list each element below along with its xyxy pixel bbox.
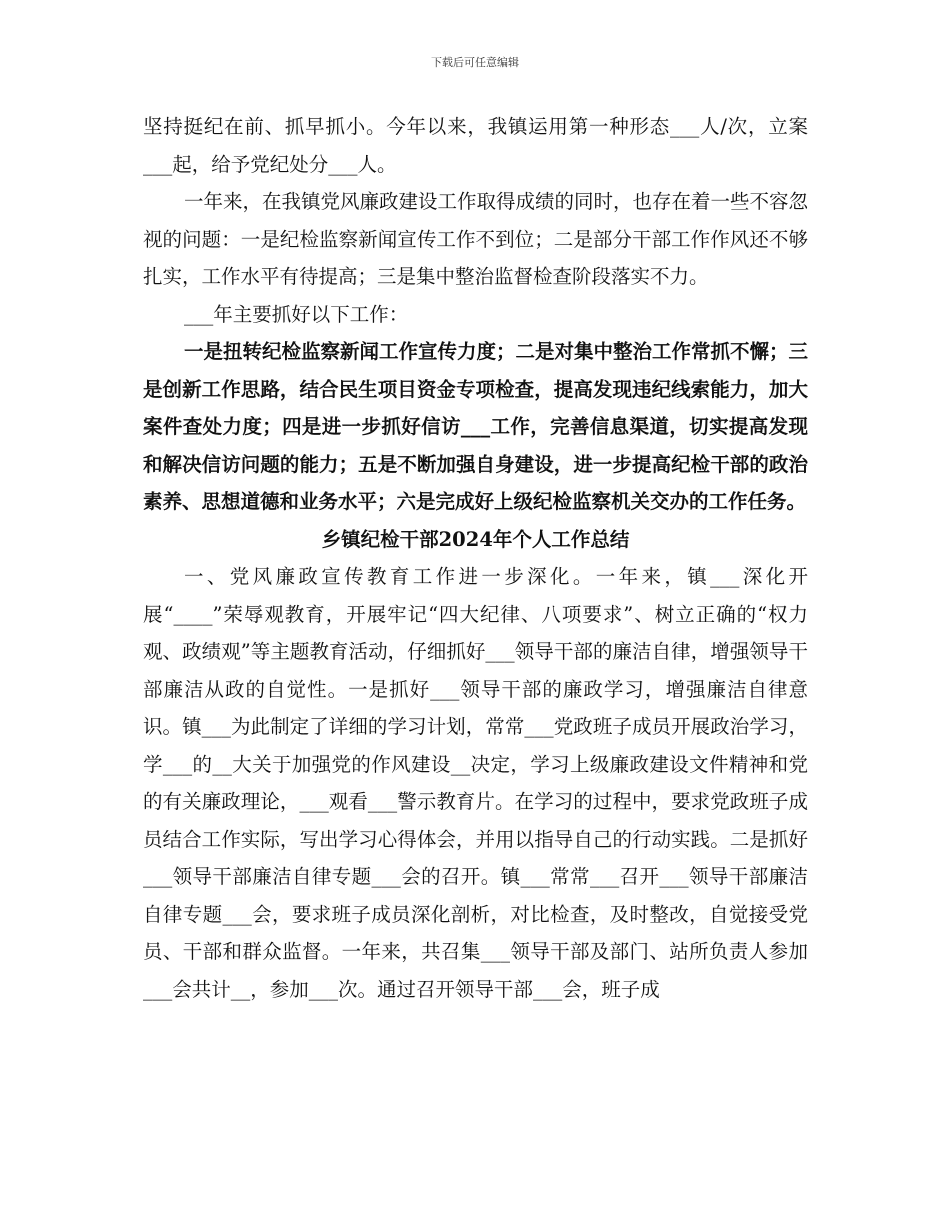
document-title: 乡镇纪检干部2024年个人工作总结 xyxy=(321,527,630,551)
document-body xyxy=(143,108,808,1008)
paragraph-education-work: 一、党风廉政宣传教育工作进一步深化。一年来，镇___深化开展“____”荣辱观教育，开展牢记“四大纪律、八项要求”、树立正确的“权力观、政绩观”等主题教育活动，仔细抓好___领导干部的廉洁自律，增强领导干部廉洁从政的自觉性。一是抓好___领导干部的廉政学习，增强廉洁自律意识。镇___为此制定了详细的学习计划，常常___党政班子成员开展政治学习，学___的__大关于加强党的作风建设__决定，学习上级廉政建设文件精神和党的有关廉政理论，___观看___警示教育片。在学习的过程中，要求党政班子成员结合工作实际，写出学习心得体会，并用以指导自己的行动实践。二是抓好___领导干部廉洁自律专题___会的召开。镇___常常___召开___领导干部廉洁自律专题___会，要求班子成员深化剖析，对比检查，及时整改，自觉接受党员、干部和群众监督。一年来，共召集___领导干部及部门、站所负责人参加___会共计__，参加___次。通过召开领导干部___会，班子成 xyxy=(143,565,808,1001)
paragraph-discipline-summary: 坚持挺纪在前、抓早抓小。今年以来，我镇运用第一种形态___人/次，立案___起，给予党纪处分___人。 xyxy=(143,115,808,176)
header-note: 下载后可任意编辑 xyxy=(431,56,519,69)
paragraph-next-year-intro: ___年主要抓好以下工作： xyxy=(184,302,409,326)
paragraph-problems: 一年来，在我镇党风廉政建设工作取得成绩的同时，也存在着一些不容忽视的问题：一是纪检监察新闻宣传工作不到位；二是部分干部工作作风还不够扎实，工作水平有待提高；三是集中整治监督检查阶段落实不力。 xyxy=(143,190,809,288)
paragraph-work-plan: 一是扭转纪检监察新闻工作宣传力度；二是对集中整治工作常抓不懈；三是创新工作思路，结合民生项目资金专项检查，提高发现违纪线索能力，加大案件查处力度；四是进一步抓好信访___工作，完善信息渠道，切实提高发现和解决信访问题的能力；五是不断加强自身建设，进一步提高纪检干部的政治素养、思想道德和业务水平；六是完成好上级纪检监察机关交办的工作任务。 xyxy=(143,340,809,513)
